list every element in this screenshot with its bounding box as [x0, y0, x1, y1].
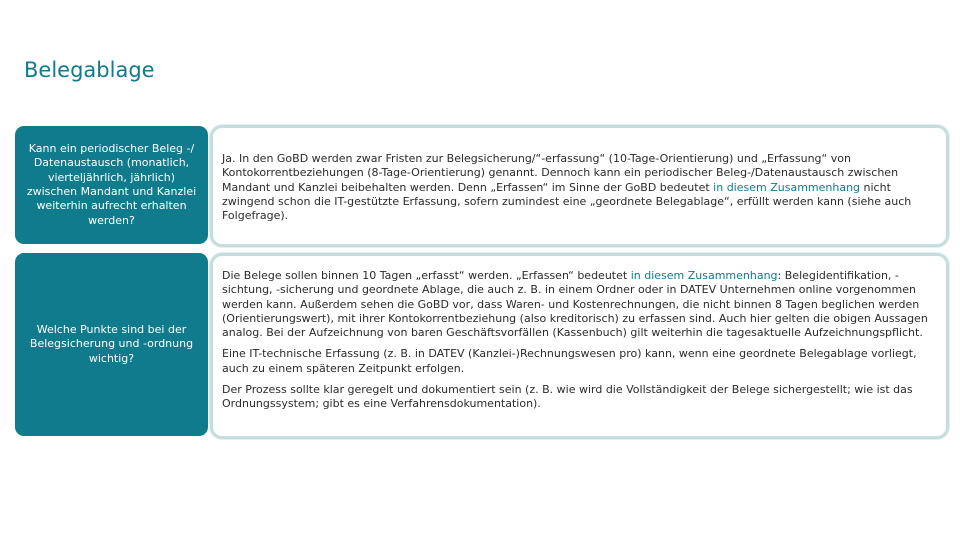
answer-1-text-a: Ja. In den GoBD werden zwar Fristen zur Belegsicherung/“-erfassung“ (10-Tage-Orientierung) und „Erfassung“ von Kontokorrentbeziehungen (8-Tage-Orientierung) genannt. Dennoch kann ein periodischer Beleg-/Datenaustausch zwischen Mandant und Kanzlei beibehalten werden. Denn „Erfassen“ im Sinne der GoBD bedeutet [222, 152, 899, 194]
answer-2-text-a: Die Belege sollen binnen 10 Tagen „erfasst“ werden. „Erfassen“ bedeutet [222, 269, 631, 282]
answer-box-2 [210, 253, 949, 439]
answer-2-text-b: : Belegidentifikation, -sichtung, -sicherung und geordnete Ablage, die auch z. B. in einem Ordner oder in DATEV Unternehmen online vorgenommen werden kann. Außerdem sehen die GoBD vor, dass Waren- und Kostenrechnungen, die nicht binnen 8 Tagen beglichen werden (Orientierungswert), mit ihrer Kontokorrentbeziehung (also kreditorisch) zu erfassen sind. Auch hier gelten die obigen Aussagen analog. Bei der Aufzeichnung von baren Geschäftsvorfällen (Kassenbuch) gilt weiterhin die tagesaktuelle Aufzeichnungspflicht. [222, 269, 928, 340]
answer-1-highlight: in diesem Zusammenhang [713, 180, 861, 194]
question-text-2: Welche Punkte sind bei der Belegsicherung und -ordnung wichtig? [29, 323, 194, 365]
question-text-1: Kann ein periodischer Beleg -/ Datenaustausch (monatlich, vierteljährlich, jährlich) zwischen Mandant und Kanzlei weiterhin aufrecht erhalten werden? [26, 142, 197, 227]
answer-2-paragraph-1 [222, 269, 928, 340]
answer-1-text-b: nicht zwingend schon die IT-gestützte Erfassung, sofern zumindest eine „geordnete Belegablage“, erfüllt werden kann (siehe auch Folgefrage). [222, 180, 912, 223]
question-box-1 [15, 126, 208, 244]
answer-2-paragraph-2: Eine IT-technische Erfassung (z. B. in DATEV (Kanzlei-)Rechnungswesen pro) kann, wenn eine geordnete Belegablage vorliegt, auch zu einem späteren Zeitpunkt erfolgen. [222, 347, 917, 375]
slide-title: Belegablage [24, 58, 155, 82]
answer-2-paragraph-3: Der Prozess sollte klar geregelt und dokumentiert sein (z. B. wie wird die Vollständigkeit der Belege sichergestellt; wie ist das Ordnungssystem; gibt es eine Verfahrensdokumentation). [222, 383, 913, 411]
answer-2-highlight: in diesem Zusammenhang [630, 269, 778, 282]
answer-box-1 [210, 125, 949, 247]
question-box-2 [15, 253, 208, 436]
answer-1-paragraph [222, 152, 928, 223]
